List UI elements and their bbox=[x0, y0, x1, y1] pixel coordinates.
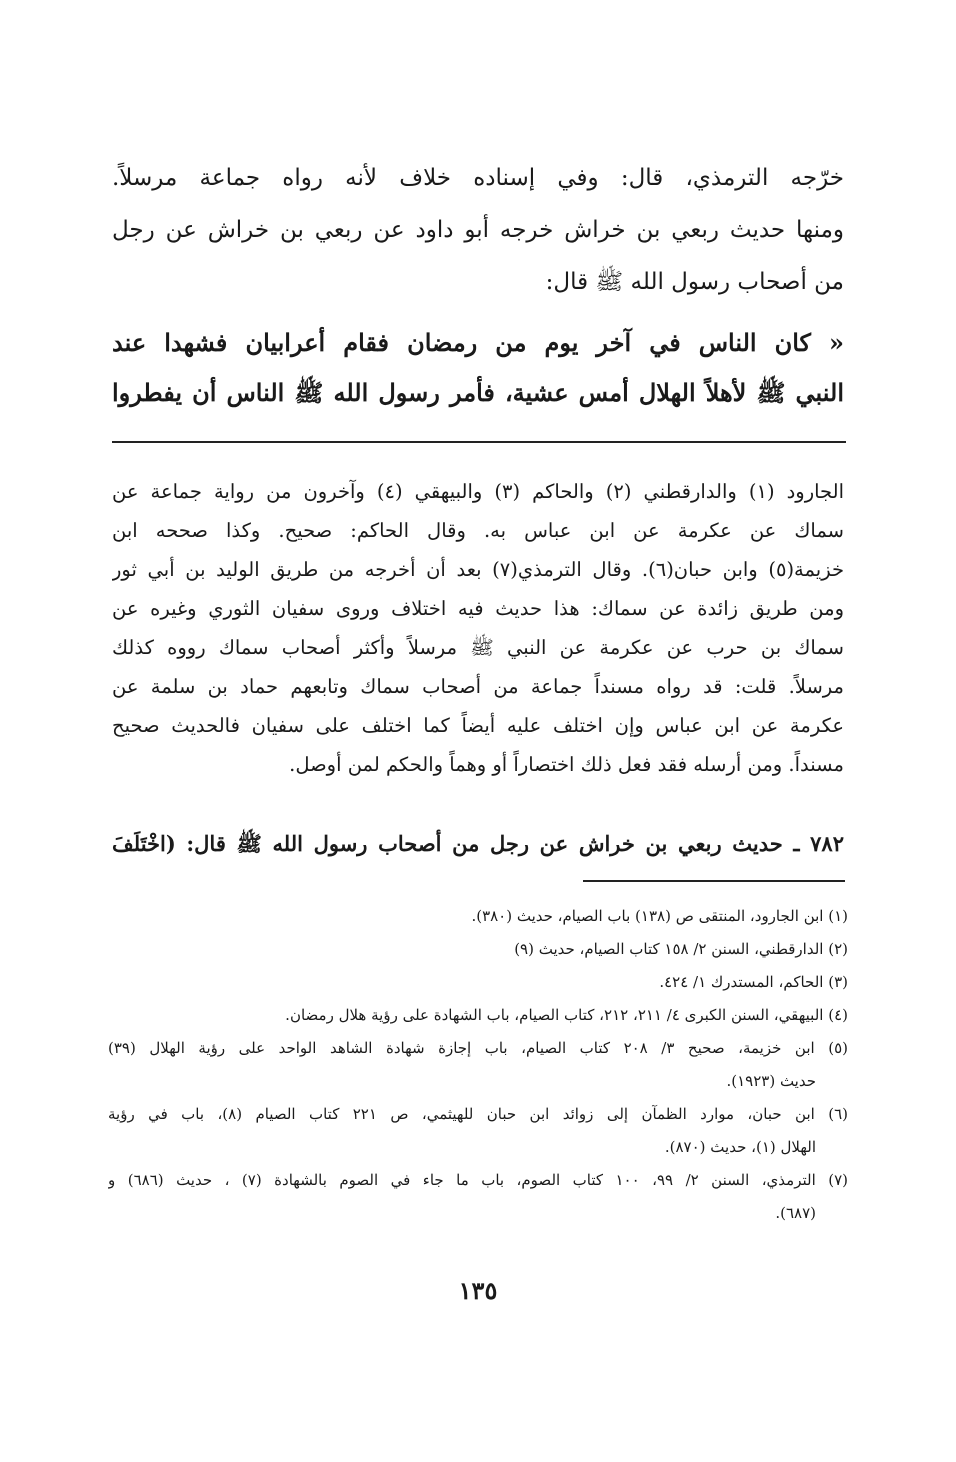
footnote-text: (٦) ابن حبان، موارد الظمآن إلى زوائد ابن حبان للهيثمي، ص ٢٢١ كتاب الصيام (٨)، باب في رؤية bbox=[108, 1105, 848, 1123]
footnote-continuation: الهلال (١)، حديث (٨٧٠). bbox=[664, 1138, 816, 1156]
text-line: سماك عن عكرمة عن ابن عباس به. وقال الحاكم: صحيح. وكذا صححه ابن bbox=[112, 519, 844, 542]
footnote-continuation: (٦٨٧). bbox=[775, 1204, 816, 1222]
footnote-2 bbox=[108, 933, 848, 966]
text-line: سماك بن حرب عن عكرمة عن النبي ﷺ مرسلاً وأكثر أصحاب سماك رووه كذلك bbox=[112, 636, 844, 659]
text-line: الجارود (١) والدارقطني (٢) والحاكم (٣) والبيهقي (٤) وآخرون من رواية جماعة عن bbox=[112, 480, 844, 503]
text-line: مرسلاً. قلت: قد رواه مسنداً جماعة من أصحاب سماك وتابعهم حماد بن سلمة عن bbox=[112, 675, 844, 698]
footnotes-list bbox=[108, 900, 848, 1230]
text-line: من أصحاب رسول الله ﷺ قال: bbox=[545, 269, 844, 295]
footnote-divider bbox=[583, 880, 845, 882]
text-line: مسنداً. ومن أرسله فقد فعل ذلك اختصاراً أو وهماً والحكم لمن أوصل. bbox=[289, 753, 844, 776]
page-number: ١٣٥ bbox=[458, 1276, 498, 1305]
footnote-6 bbox=[108, 1098, 848, 1164]
footnote-text: (١) ابن الجارود، المنتقى ص (١٣٨) باب الصيام، حديث (٣٨٠). bbox=[471, 907, 848, 925]
text-line: عكرمة عن ابن عباس وإن اختلف عليه أيضاً كما اختلف على سفيان فالحديث صحيح bbox=[112, 714, 844, 737]
footnote-text: (٢) الدارقطني، السنن ٢/ ١٥٨ كتاب الصيام، حديث (٩) bbox=[514, 940, 848, 958]
footnote-text: (٥) ابن خزيمة، صحيح ٣/ ٢٠٨ كتاب الصيام، باب إجازة شهادة الشاهد الواحد على رؤية الهلال (٣٩) bbox=[108, 1039, 848, 1057]
footnote-text: (٤) البيهقي، السنن الكبرى ٤/ ٢١١، ٢١٢، كتاب الصيام، باب الشهادة على رؤية هلال رمضان. bbox=[285, 1006, 848, 1024]
footnote-continuation: حديث (١٩٢٣). bbox=[726, 1072, 816, 1090]
takhrij-paragraph bbox=[112, 472, 844, 784]
footnote-5 bbox=[108, 1032, 848, 1098]
footnote-1 bbox=[108, 900, 848, 933]
text-line: خرّجه الترمذي، قال: وفي إسناده خلاف لأنه رواه جماعة مرسلاً. bbox=[112, 165, 844, 191]
hadith-quote bbox=[112, 318, 844, 418]
footnote-text: (٣) الحاكم، المستدرك ١/ ٤٢٤. bbox=[659, 973, 848, 991]
text-line: ومنها حديث ربعي بن خراش خرجه أبو داود عن ربعي بن خراش عن رجل bbox=[112, 217, 844, 243]
footnote-text: (٧) الترمذي، السنن ٢/ ٩٩، ١٠٠ كتاب الصوم، باب ما جاء في الصوم بالشهادة (٧) ، حديث (٦٨٦) و bbox=[108, 1171, 848, 1189]
text-line: « كان الناس في آخر يوم من رمضان فقام أعرابيان فشهدا عند bbox=[112, 328, 844, 357]
footnote-3 bbox=[108, 966, 848, 999]
footnote-7 bbox=[108, 1164, 848, 1230]
text-line: النبي ﷺ لأهلاً الهلال أمس عشية، فأمر رسول الله ﷺ الناس أن يفطروا bbox=[112, 378, 844, 407]
section-divider bbox=[112, 441, 846, 443]
commentary-paragraph bbox=[112, 152, 844, 308]
text-line: خزيمة(٥) وابن حبان(٦). وقال الترمذي(٧) بعد أن أخرجه من طريق الوليد بن أبي ثور bbox=[112, 558, 844, 581]
next-hadith-heading: ٧٨٢ ـ حديث ربعي بن خراش عن رجل من أصحاب رسول الله ﷺ قال: (اخْتَلَفَ bbox=[112, 831, 844, 856]
text-line: ومن طريق زائدة عن سماك: هذا حديث فيه اختلاف وروى سفيان الثوري وغيره عن bbox=[112, 597, 844, 620]
footnote-4 bbox=[108, 999, 848, 1032]
